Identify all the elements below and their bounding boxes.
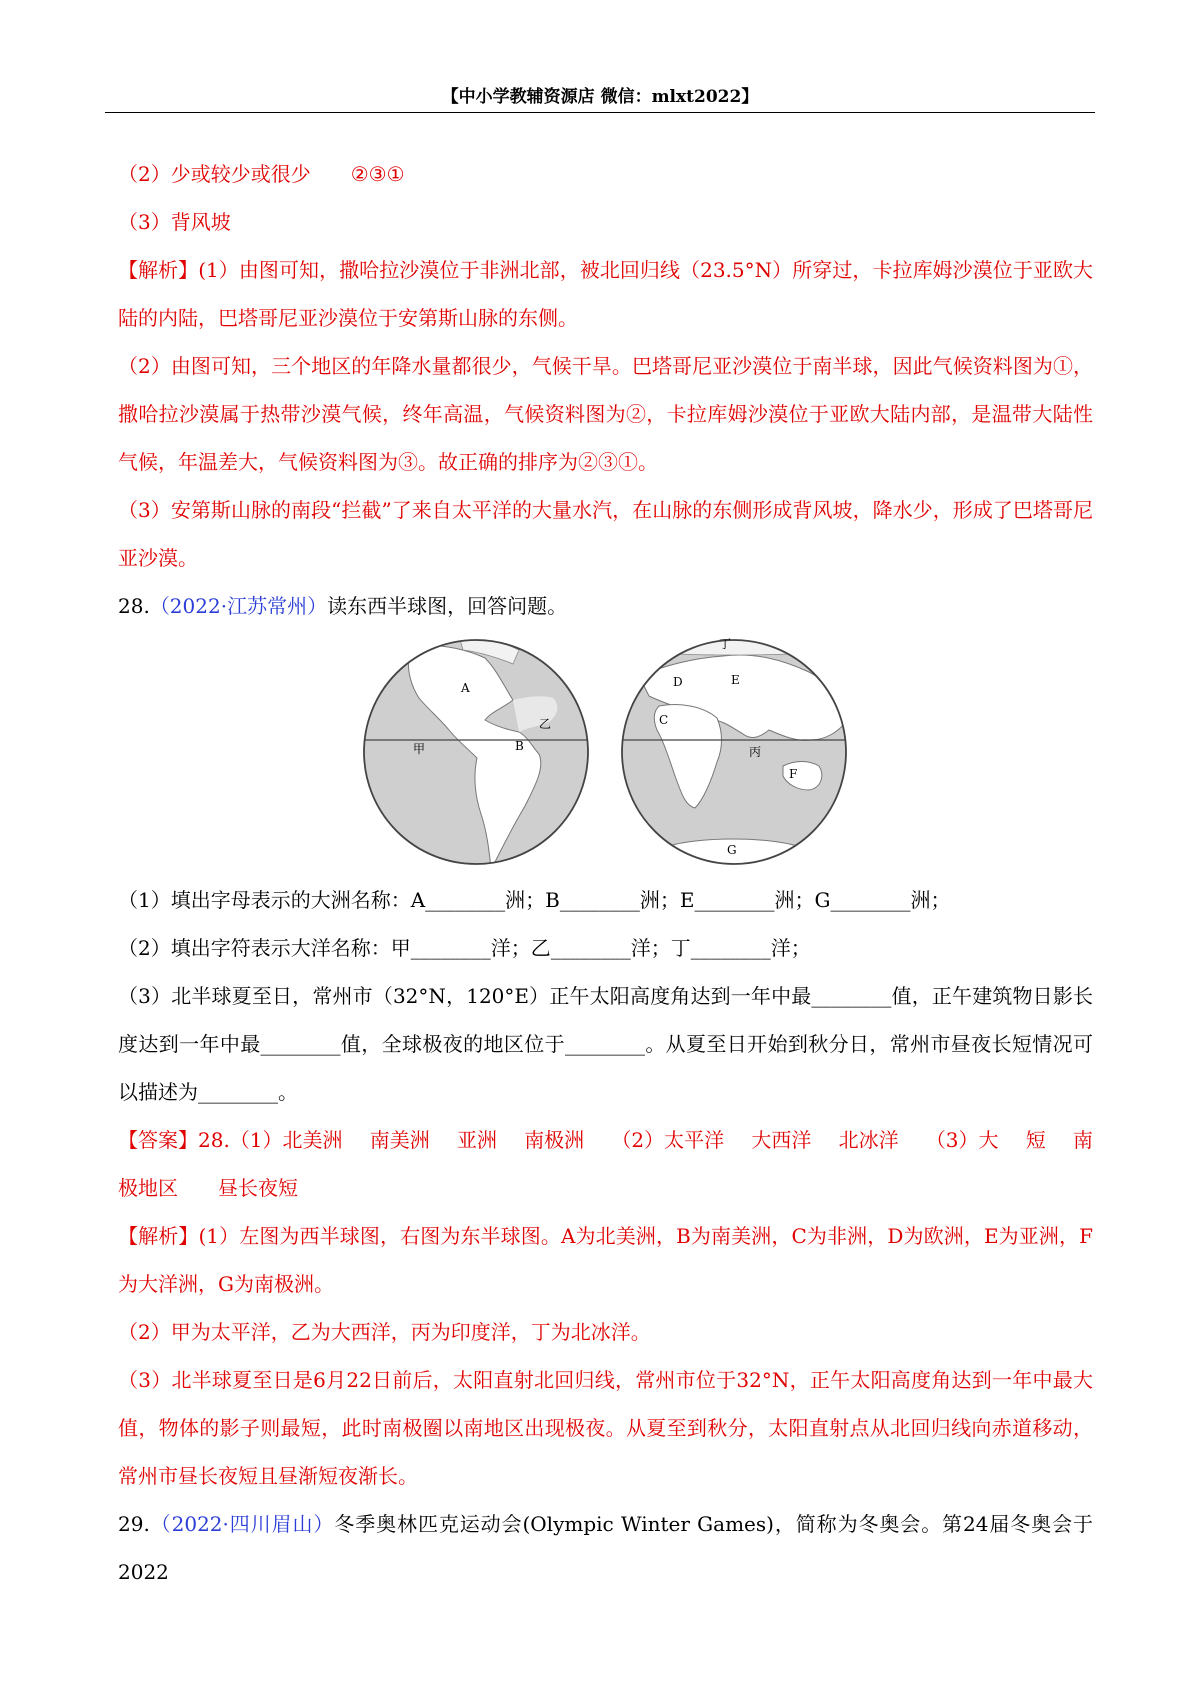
page-header: 【中小学教辅资源店 微信：mlxt2022】 (441, 87, 759, 107)
question-29-number: 29. (118, 1512, 150, 1536)
question-28-stem (118, 582, 1093, 630)
prev-answer-2-text: （2）少或较少或很少 (118, 162, 311, 186)
answer-6: 大西洋 (751, 1128, 812, 1152)
prev-analysis-2: （2）由图可知，三个地区的年降水量都很少，气候干旱。巴塔哥尼亚沙漠位于南半球，因此气候资料图为①，撒哈拉沙漠属于热带沙漠气候，终年高温，气候资料图为②，卡拉库姆沙漠位于亚欧大陆内部，是温带大陆性气候，年温差大，气候资料图为③。故正确的排序为②③①。 (118, 354, 1093, 474)
question-29-source: （2022·四川眉山） (149, 1512, 335, 1536)
question-28-analysis-3: （3）北半球夏至日是6月22日前后，太阳直射北回归线，常州市位于32°N，正午太阳高度角达到一年中最大值，物体的影子则最短，此时南极圈以南地区出现极夜。从夏至到秋分，太阳直射点从北回归线向赤道移动，常州市昼长夜短且昼渐短夜渐长。 (118, 1368, 1093, 1488)
analysis-28-1-text: (1）左图为西半球图，右图为东半球图。A为北美洲，B为南美洲，C为非洲，D为欧洲，E为亚洲，F为大洋洲，G为南极洲。 (118, 1224, 1094, 1296)
map-label-jia: 甲 (413, 742, 426, 756)
answer-2: 南美洲 (369, 1128, 430, 1152)
answer-7: 北冰洋 (838, 1128, 899, 1152)
map-label-ding: 丁 (719, 637, 732, 651)
prev-analysis-3: （3）安第斯山脉的南段“拦截”了来自太平洋的大量水汽，在山脉的东侧形成背风坡，降水少，形成了巴塔哥尼亚沙漠。 (118, 498, 1093, 570)
prev-answer-line-3: （3）背风坡 (118, 210, 231, 234)
question-28-analysis-1 (118, 1212, 1093, 1308)
map-label-e: E (731, 673, 740, 687)
answer-tag: 【答案】 (118, 1128, 198, 1152)
prev-analysis-1-text: (1）由图可知，撒哈拉沙漠位于非洲北部，被北回归线（23.5°N）所穿过，卡拉库姆沙漠位于亚欧大陆的内陆，巴塔哥尼亚沙漠位于安第斯山脉的东侧。 (118, 258, 1093, 330)
page-content (118, 150, 1093, 1596)
question-29-stem (118, 1500, 1093, 1596)
map-label-bing: 丙 (749, 745, 762, 759)
question-28-source: （2022·江苏常州） (149, 594, 328, 618)
map-label-yi: 乙 (539, 717, 552, 731)
question-28-number: 28. (118, 594, 150, 618)
answer-4: 南极洲 (524, 1128, 585, 1152)
answer-3: 亚洲 (456, 1128, 497, 1152)
question-28-answer-line-2 (118, 1164, 1093, 1212)
prev-answer-2-order: ②③① (350, 162, 405, 186)
question-28-analysis-2: （2）甲为太平洋，乙为大西洋，丙为印度洋，丁为北冰洋。 (118, 1320, 651, 1344)
answer-1-text: 28.（1）北美洲 (198, 1128, 343, 1152)
map-label-f: F (789, 767, 798, 781)
question-29-stem-text: 冬季奥林匹克运动会(Olympic Winter Games)，简称为冬奥会。第24届冬奥会于2022 (118, 1512, 1093, 1584)
map-label-a: A (461, 681, 470, 695)
analysis-tag: 【解析】 (118, 258, 199, 282)
answer-line-2b: 昼长夜短 (218, 1176, 298, 1200)
question-28-sub-2: （2）填出字符表示大洋名称：甲________洋；乙________洋；丁________洋； (118, 936, 811, 960)
question-28-sub-3: （3）北半球夏至日，常州市（32°N，120°E）正午太阳高度角达到一年中最________值，正午建筑物日影长度达到一年中最________值，全球极夜的地区位于________。从夏至日开始到秋分日，常州市昼夜长短情况可以描述为________。 (118, 984, 1093, 1104)
analysis-tag-28: 【解析】 (118, 1224, 199, 1248)
western-hemisphere (363, 636, 593, 868)
map-label-b: B (515, 739, 524, 753)
hemisphere-map-figure (363, 636, 848, 868)
question-28-stem-text: 读东西半球图，回答问题。 (327, 594, 568, 618)
answer-10: 南 (1072, 1128, 1093, 1152)
answer-9: 短 (1025, 1128, 1046, 1152)
question-28-answer-line-1 (118, 1116, 1093, 1164)
answer-8: （3）大 (925, 1128, 999, 1152)
answer-line-2a: 极地区 (118, 1176, 178, 1200)
map-label-c: C (659, 713, 669, 727)
map-label-d: D (673, 675, 683, 689)
map-label-g: G (727, 843, 737, 857)
answer-5: （2）太平洋 (611, 1128, 725, 1152)
question-28-sub-1: （1）填出字母表示的大洲名称：A________洲；B________洲；E________洲；G________洲； (118, 888, 951, 912)
header-divider (105, 112, 1095, 113)
answer-1 (118, 1116, 343, 1164)
eastern-hemisphere (621, 636, 848, 868)
prev-answer-line-2 (118, 150, 1093, 198)
prev-analysis-1 (118, 246, 1093, 342)
